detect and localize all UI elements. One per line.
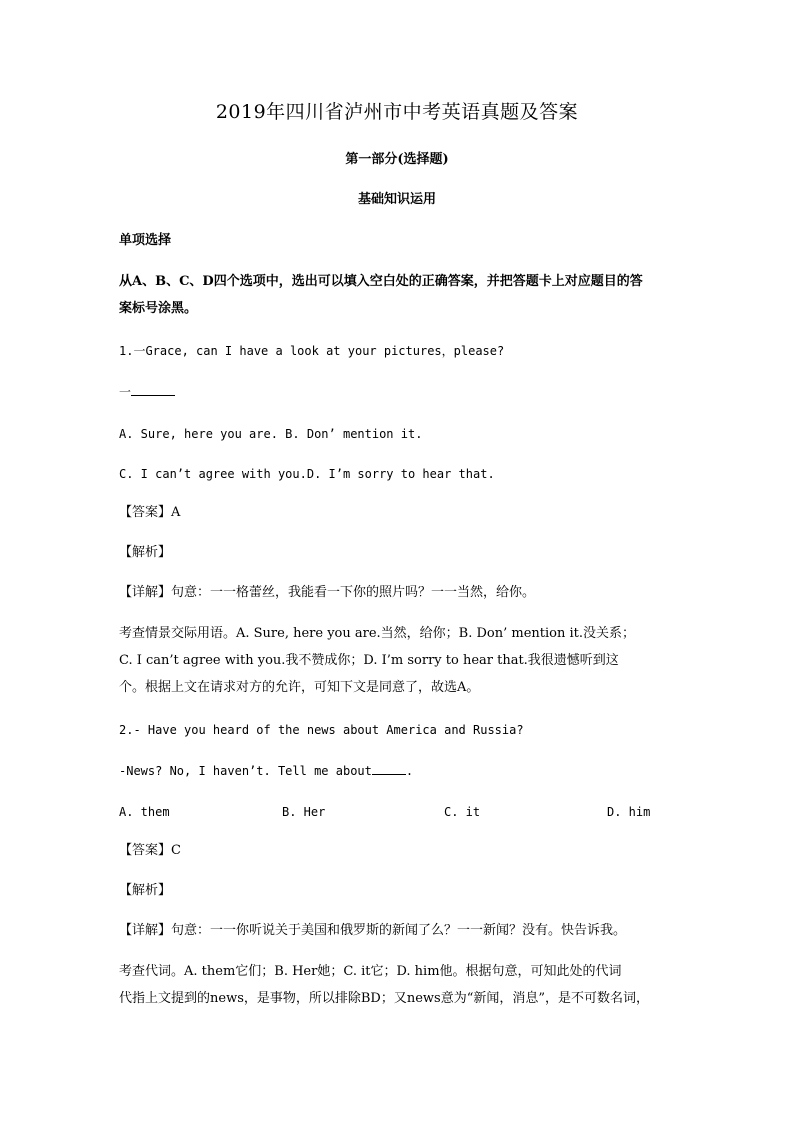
q2-answer: 【答案】C	[119, 843, 181, 858]
q2-detail: 【详解】句意：一一你听说关于美国和俄罗斯的新闻了么？一一新闻？没有。快告诉我。	[119, 923, 627, 938]
q2-question: 2.- Have you heard of the news about America and Russia?	[119, 723, 524, 737]
q2-blank	[372, 762, 406, 775]
q1-explain-3: 个。根据上文在请求对方的允许，可知下文是同意了，故选A。	[119, 680, 480, 695]
q2-analysis-label: 【解析】	[119, 883, 172, 898]
q1-explain-1: 考查情景交际用语。A. Sure, here you are.当然，给你；B. Don’ mention it.没关系；	[119, 626, 636, 641]
subsection-title: 单项选择	[119, 233, 172, 248]
document-title: 2019年四川省泸州市中考英语真题及答案	[215, 101, 579, 123]
q1-options-ab: A. Sure, here you are. B. Don’ mention it.	[119, 427, 423, 441]
part-title: 第一部分(选择题)	[345, 152, 449, 167]
section-title: 基础知识运用	[357, 192, 436, 207]
q2-option-b: B. Her	[282, 805, 326, 819]
q2-option-d: D. him	[607, 805, 651, 819]
q2-reply-end: .	[405, 764, 414, 778]
q2-explain-1: 考查代词。A. them它们；B. Her她；C. it它；D. him他。根据句意，可知此处的代词	[119, 964, 622, 979]
q1-reply-prefix: 一	[119, 385, 132, 399]
q1-question: 1.一Grace, can I have a look at your pictures，please?	[119, 344, 505, 358]
q2-reply	[119, 761, 413, 781]
q2-option-c: C. it	[444, 805, 481, 819]
q1-reply	[119, 382, 175, 402]
q2-option-a: A. them	[119, 805, 170, 819]
q1-detail: 【详解】句意：一一格蕾丝，我能看一下你的照片吗？一一当然，给你。	[119, 585, 536, 600]
instruction-line-2: 案标号涂黑。	[119, 301, 198, 316]
instruction-line-1: 从A、B、C、D四个选项中，选出可以填入空白处的正确答案，并把答题卡上对应题目的答	[119, 274, 643, 289]
q2-explain-2: 代指上文提到的news，是事物，所以排除BD；又news意为“新闻，消息”，是不可数名词，	[119, 991, 649, 1006]
q1-blank	[131, 383, 175, 396]
q1-answer: 【答案】A	[119, 505, 181, 520]
q2-reply-text: -News? No, I haven’t. Tell me about	[119, 764, 372, 778]
q1-explain-2: C. I can’t agree with you.我不赞成你；D. I’m sorry to hear that.我很遗憾听到这	[119, 653, 619, 668]
q1-analysis-label: 【解析】	[119, 545, 172, 560]
q1-options-cd: C. I can’t agree with you.D. I’m sorry to hear that.	[119, 467, 495, 481]
